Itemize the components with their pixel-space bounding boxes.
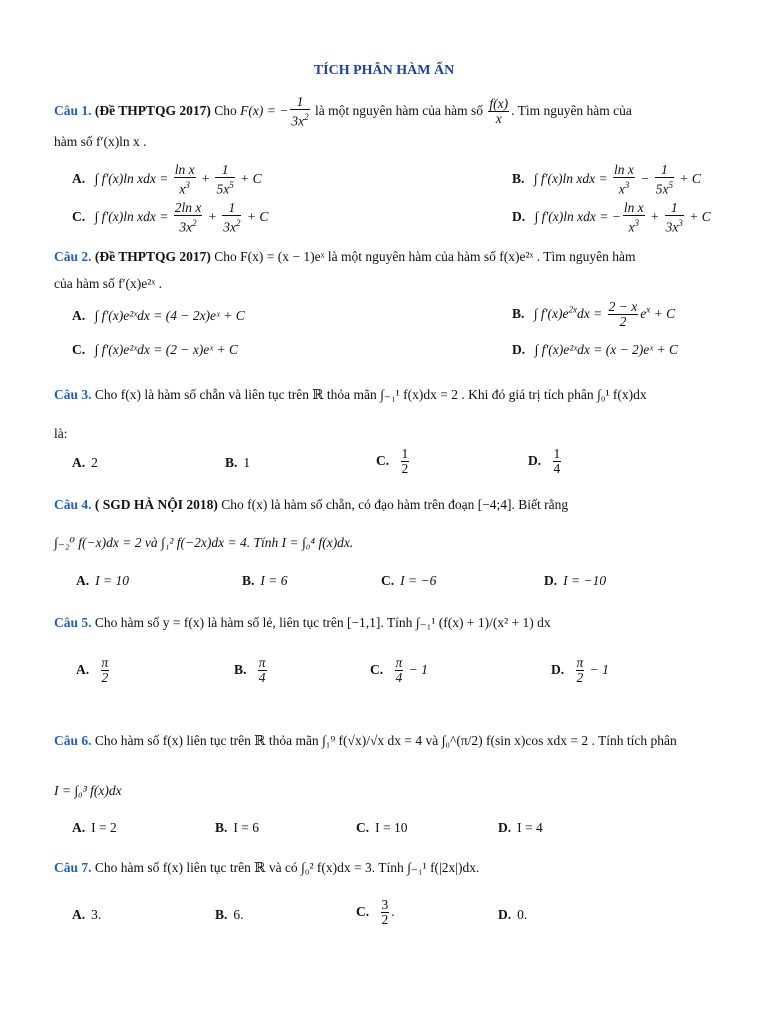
question-2-label: Câu 2. bbox=[54, 249, 92, 264]
option-expression: ∫ f′(x)e²ˣdx = (x − 2)eˣ + C bbox=[534, 342, 678, 357]
option-letter: C. bbox=[356, 820, 370, 835]
option-expression: ∫ f′(x)ln xdx = − $\frac{\text{ln x}}{x^3}$ + $\frac{1}{3x^3}$ + C bbox=[534, 200, 711, 235]
question-5-option-d[interactable] bbox=[551, 656, 609, 685]
option-expression: $\frac{\pi}{4}$ bbox=[258, 655, 266, 685]
option-expression: I = 6 bbox=[260, 573, 288, 588]
question-4-option-c[interactable] bbox=[381, 573, 436, 589]
question-1-expr-f: $\frac{f(x)}{x}$ bbox=[489, 96, 509, 127]
option-expression: 6. bbox=[233, 907, 244, 922]
option-letter: B. bbox=[215, 820, 228, 835]
question-1-option-d[interactable] bbox=[512, 201, 711, 235]
question-3-option-a[interactable] bbox=[72, 455, 98, 471]
option-letter: A. bbox=[76, 573, 90, 588]
option-expression: 3. bbox=[91, 907, 102, 922]
question-7-option-d[interactable] bbox=[498, 907, 527, 923]
question-5-option-a[interactable] bbox=[76, 656, 111, 685]
question-4-option-a[interactable] bbox=[76, 573, 129, 589]
question-2-option-a[interactable] bbox=[72, 308, 245, 324]
question-1-text-c: . Tìm nguyên hàm của bbox=[511, 102, 632, 118]
question-3-line-2: là: bbox=[54, 426, 68, 441]
option-expression: ∫ $f'(x)e^{2x}dx$ = $\frac{2 - x}{2}$ $e^x + C$ bbox=[533, 299, 676, 329]
option-expression: 2 bbox=[91, 455, 98, 470]
option-letter: C. bbox=[370, 661, 384, 677]
option-expression: $\frac{\pi}{2}$ bbox=[101, 655, 109, 685]
question-7-label: Câu 7. bbox=[54, 860, 92, 875]
question-6-line-2: I = ∫₀³ f(x)dx bbox=[54, 783, 122, 798]
question-3-option-b[interactable] bbox=[225, 455, 250, 471]
question-5-line-1 bbox=[54, 615, 728, 631]
option-letter: D. bbox=[544, 573, 558, 588]
option-expression: 1 bbox=[243, 455, 251, 470]
option-letter: D. bbox=[498, 907, 512, 922]
option-letter: B. bbox=[512, 170, 525, 186]
option-letter: B. bbox=[225, 455, 238, 470]
question-6-option-b[interactable] bbox=[215, 820, 259, 836]
option-letter: D. bbox=[528, 452, 542, 468]
question-4-option-b[interactable] bbox=[242, 573, 288, 589]
question-1-option-b[interactable] bbox=[512, 163, 701, 197]
option-letter: A. bbox=[72, 820, 86, 835]
question-6-line-1 bbox=[54, 733, 728, 749]
option-expression: $\frac{3}{2}$ . bbox=[381, 897, 395, 927]
option-expression: I = −6 bbox=[400, 573, 437, 588]
question-2-option-c[interactable] bbox=[72, 342, 238, 358]
question-5-option-c[interactable] bbox=[370, 656, 428, 685]
option-expression: $\frac{1}{2}$ bbox=[401, 446, 409, 476]
question-1-source: (Đề THPTQG 2017) bbox=[94, 102, 211, 118]
option-letter: C. bbox=[72, 208, 86, 224]
question-4-source: ( SGD HÀ NỘI 2018) bbox=[94, 497, 218, 512]
question-7-option-c[interactable] bbox=[356, 898, 395, 927]
question-7-line-1 bbox=[54, 860, 728, 876]
question-2-source: (Đề THPTQG 2017) bbox=[94, 249, 211, 264]
page-title: TÍCH PHÂN HÀM ẨN bbox=[313, 63, 455, 78]
option-letter: C. bbox=[376, 452, 390, 468]
option-letter: C. bbox=[381, 573, 395, 588]
question-3-option-c[interactable] bbox=[376, 447, 411, 476]
question-3-option-d[interactable] bbox=[528, 447, 563, 476]
question-2-option-d[interactable] bbox=[512, 342, 678, 358]
question-6-label: Câu 6. bbox=[54, 733, 92, 748]
question-2-line-1 bbox=[54, 249, 728, 265]
question-7-option-a[interactable] bbox=[72, 907, 101, 923]
question-7-option-b[interactable] bbox=[215, 907, 244, 923]
question-4-option-d[interactable] bbox=[544, 573, 606, 589]
option-expression: I = 4 bbox=[517, 820, 543, 835]
question-5-label: Câu 5. bbox=[54, 615, 92, 630]
question-4-line-1 bbox=[54, 497, 728, 513]
question-7-text: Cho hàm số f(x) liên tục trên ℝ và có ∫₀² f(x)dx = 3. Tính ∫₋₁¹ f(|2x|)dx. bbox=[91, 860, 480, 875]
question-3-text: Cho f(x) là hàm số chẵn và liên tục trên ℝ thỏa mãn ∫₋₁¹ f(x)dx = 2 . Khi đó giá trị tích phân ∫₀¹ f(x)dx bbox=[91, 387, 647, 402]
option-expression: ∫ f′(x)ln xdx = $\frac{\text{2ln x}}{3x^2}$ + $\frac{1}{3x^2}$ + C bbox=[94, 200, 269, 235]
option-letter: A. bbox=[76, 661, 90, 677]
question-1-option-c[interactable] bbox=[72, 201, 268, 235]
question-5-option-b[interactable] bbox=[234, 656, 269, 685]
question-6-option-d[interactable] bbox=[498, 820, 543, 836]
option-letter: A. bbox=[72, 907, 86, 922]
option-expression: 0. bbox=[517, 907, 528, 922]
option-letter: A. bbox=[72, 455, 86, 470]
question-1-line-2: hàm số f′(x)ln x . bbox=[54, 134, 147, 149]
question-1-text-b: là một nguyên hàm của hàm số bbox=[311, 102, 487, 118]
option-expression: ∫ f′(x)ln xdx = $\frac{\text{ln x}}{x^3}$ + $\frac{1}{5x^5}$ + C bbox=[94, 162, 262, 197]
question-2-option-b[interactable] bbox=[512, 300, 675, 329]
option-expression: ∫ f′(x)e²ˣdx = (2 − x)eˣ + C bbox=[94, 342, 238, 357]
question-6-option-a[interactable] bbox=[72, 820, 117, 836]
question-4-text: Cho f(x) là hàm số chẵn, có đạo hàm trên đoạn [−4;4]. Biết rằng bbox=[217, 497, 569, 512]
option-letter: B. bbox=[234, 661, 247, 677]
option-letter: A. bbox=[72, 170, 86, 186]
question-5-text: Cho hàm số y = f(x) là hàm số lẻ, liên tục trên [−1,1]. Tính ∫₋₁¹ (f(x) + 1)/(x² + 1) dx bbox=[91, 615, 551, 630]
option-expression: $\frac{\pi}{4}$ − 1 bbox=[395, 655, 428, 685]
option-expression: ∫ f′(x)ln xdx = $\frac{\text{ln x}}{x^3}$ − $\frac{1}{5x^5}$ + C bbox=[533, 162, 701, 197]
option-letter: C. bbox=[72, 342, 86, 357]
question-1-option-a[interactable] bbox=[72, 163, 262, 197]
option-letter: B. bbox=[242, 573, 255, 588]
question-4-label: Câu 4. bbox=[54, 497, 92, 512]
option-letter: B. bbox=[215, 907, 228, 922]
question-1-label: Câu 1. bbox=[54, 102, 92, 118]
question-1-expr-F: F(x) = − $\frac{1}{3x^2}$ bbox=[240, 94, 309, 129]
question-3-line-1 bbox=[54, 387, 728, 403]
option-letter: C. bbox=[356, 903, 370, 919]
option-expression: I = 6 bbox=[233, 820, 259, 835]
question-4-line-2: ∫₋₂⁰ f(−x)dx = 2 và ∫₁² f(−2x)dx = 4. Tính I = ∫₀⁴ f(x)dx. bbox=[54, 535, 354, 550]
question-1-text-a: Cho bbox=[210, 102, 241, 118]
option-letter: D. bbox=[512, 342, 526, 357]
option-letter: D. bbox=[498, 820, 512, 835]
question-2-text: Cho F(x) = (x − 1)eˣ là một nguyên hàm của hàm số f(x)e²ˣ . Tìm nguyên hàm bbox=[210, 249, 636, 264]
option-letter: B. bbox=[512, 305, 525, 321]
option-expression: $\frac{1}{4}$ bbox=[553, 446, 561, 476]
option-expression: I = 10 bbox=[95, 573, 129, 588]
option-expression: I = 2 bbox=[91, 820, 117, 835]
question-6-option-c[interactable] bbox=[356, 820, 407, 836]
option-expression: I = −10 bbox=[563, 573, 607, 588]
option-letter: D. bbox=[551, 661, 565, 677]
option-letter: A. bbox=[72, 308, 86, 323]
question-1-line-1 bbox=[54, 95, 728, 129]
question-6-text: Cho hàm số f(x) liên tục trên ℝ thỏa mãn ∫₁⁹ f(√x)/√x dx = 4 và ∫₀^(π/2) f(sin x)cos xdx = 2 . Tính tích phân bbox=[91, 733, 677, 748]
option-letter: D. bbox=[512, 208, 526, 224]
question-3-label: Câu 3. bbox=[54, 387, 92, 402]
question-2-line-2: của hàm số f′(x)e²ˣ . bbox=[54, 276, 162, 291]
option-expression: $\frac{\pi}{2}$ − 1 bbox=[576, 655, 609, 685]
option-expression: ∫ f′(x)e²ˣdx = (4 − 2x)eˣ + C bbox=[94, 308, 245, 323]
option-expression: I = 10 bbox=[375, 820, 408, 835]
